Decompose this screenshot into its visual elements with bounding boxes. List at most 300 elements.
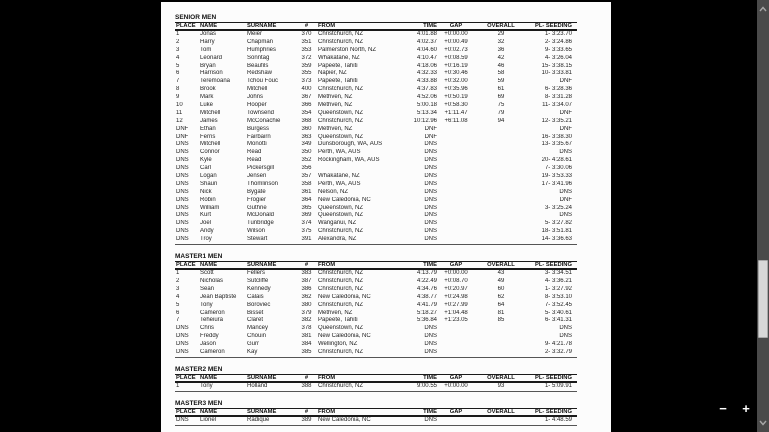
cell-number: 372 — [301, 54, 312, 61]
cell-number: 359 — [301, 62, 312, 69]
cell-overall: 42 — [497, 54, 505, 61]
cell-seeding: 4- 3:26.04 — [544, 54, 572, 61]
cell-overall: 75 — [497, 102, 505, 109]
column-header-place: PLACE — [176, 408, 196, 415]
cell-from: Methven, NZ — [318, 125, 353, 132]
cell-time: 5:36.84 — [416, 317, 437, 324]
column-header-from: FROM — [318, 23, 336, 29]
cell-time: DNS — [424, 149, 437, 156]
column-header-gap: GAP — [449, 408, 463, 415]
cell-surname: Claret — [247, 317, 264, 324]
cell-time: 4:18.06 — [416, 62, 437, 69]
table-row — [175, 31, 577, 39]
table-row — [175, 70, 577, 78]
table-row — [175, 197, 577, 205]
cell-time: DNS — [424, 212, 437, 219]
column-header-from: FROM — [318, 262, 336, 269]
cell-from: Christchurch, NZ — [318, 301, 364, 308]
cell-time: 4:38.77 — [416, 293, 437, 300]
cell-time: DNS — [424, 236, 437, 243]
cell-name: Jason — [200, 341, 217, 348]
column-header-time: TIME — [423, 374, 437, 381]
column-header-overall: OVERALL — [487, 262, 515, 269]
cell-number: 378 — [301, 325, 312, 332]
cell-surname: Johns — [247, 94, 264, 101]
table-row — [175, 286, 577, 294]
cell-place: 4 — [176, 54, 180, 61]
cell-name: Mark — [200, 94, 214, 101]
cell-surname: Read — [247, 149, 262, 156]
column-header-gap: GAP — [449, 374, 463, 381]
cell-from: Queenstown, NZ — [318, 212, 364, 219]
cell-time: 4:33.88 — [416, 78, 437, 85]
cell-name: Mitchell — [200, 141, 221, 148]
cell-surname: Frogier — [247, 196, 267, 203]
cell-from: Methven, NZ — [318, 309, 353, 316]
cell-gap: +0:00.49 — [444, 38, 468, 45]
cell-place: 5 — [176, 62, 180, 69]
cell-surname: Mitchell — [247, 86, 268, 93]
cell-place: DNS — [176, 180, 189, 187]
cell-time: 4:52.06 — [416, 94, 437, 101]
cell-number: 351 — [301, 38, 312, 45]
column-header-surname: SURNAME — [247, 374, 277, 381]
cell-surname: Pickersgill — [247, 165, 275, 172]
cell-overall: 62 — [497, 293, 505, 300]
cell-seeding: 12- 3:35.21 — [541, 117, 572, 124]
cell-number: 354 — [301, 109, 312, 116]
table-row — [175, 47, 577, 55]
table-row — [175, 102, 577, 110]
cell-seeding: DNF — [559, 125, 572, 132]
column-header-surname: SURNAME — [247, 262, 277, 269]
cell-gap: +0:27.99 — [444, 301, 468, 308]
table-row — [175, 39, 577, 47]
cell-from: Nelson, NZ — [318, 188, 349, 195]
cell-name: Sean — [200, 285, 215, 292]
cell-place: DNS — [176, 173, 189, 180]
cell-time: 4:13.79 — [416, 270, 437, 277]
cell-place: DNS — [176, 149, 189, 156]
cell-place: 1 — [176, 270, 180, 277]
cell-place: DNF — [176, 133, 189, 140]
cell-surname: Hooper — [247, 102, 267, 109]
section-title: MASTER2 MEN — [175, 365, 223, 373]
cell-overall: 32 — [497, 38, 505, 45]
zoom-controls — [716, 400, 753, 418]
cell-from: Dunsborough, WA, AUS — [318, 141, 383, 148]
cell-number: 374 — [301, 220, 312, 227]
cell-place: DNS — [176, 333, 189, 340]
cell-from: Christchurch, NZ — [318, 277, 364, 284]
cell-name: William — [200, 204, 220, 211]
cell-name: James — [200, 117, 218, 124]
chevron-up-icon — [759, 6, 767, 12]
results-table — [175, 408, 577, 426]
cell-gap: +0:08.59 — [444, 54, 468, 61]
column-header-overall: OVERALL — [487, 23, 515, 29]
table-row — [175, 333, 577, 341]
column-header-name: NAME — [200, 262, 218, 269]
column-header-place: PLACE — [176, 262, 196, 269]
cell-overall: 79 — [497, 109, 505, 116]
cell-place: DNS — [176, 325, 189, 332]
column-header-place: PLACE — [176, 374, 196, 381]
cell-name: Nicholas — [200, 277, 224, 284]
cell-name: Troy — [200, 236, 212, 243]
cell-place: DNS — [176, 228, 189, 235]
cell-seeding: 8- 3:31.28 — [544, 94, 572, 101]
cell-number: 363 — [301, 133, 312, 140]
table-header-row — [175, 375, 577, 383]
cell-place: 7 — [176, 317, 180, 324]
cell-overall: 61 — [497, 86, 505, 93]
cell-gap: +0:08.70 — [444, 277, 468, 284]
cell-number: 355 — [301, 70, 312, 77]
cell-from: Queenstown, NZ — [318, 325, 364, 332]
cell-time: 4:02.37 — [416, 38, 437, 45]
cell-name: Teremoana — [200, 78, 231, 85]
column-header-name: NAME — [200, 374, 218, 381]
cell-place: DNS — [176, 204, 189, 211]
cell-seeding: 11- 3:34.07 — [542, 102, 572, 109]
cell-gap: +0:02.73 — [444, 46, 468, 53]
cell-number: 357 — [301, 173, 312, 180]
cell-gap: +0:24.98 — [444, 293, 468, 300]
cell-seeding: DNF — [559, 196, 572, 203]
cell-overall: 49 — [497, 277, 505, 284]
cell-gap: +0:00.00 — [444, 382, 468, 389]
cell-name: Lionel — [200, 416, 217, 423]
column-header-number: # — [304, 262, 309, 269]
cell-from: Christchurch, NZ — [318, 86, 364, 93]
column-header-seeding: PL- SEEDING — [534, 374, 572, 381]
vertical-scrollbar[interactable] — [757, 0, 769, 432]
cell-from: New Caledonia, NC — [318, 196, 371, 203]
cell-place: 6 — [176, 309, 180, 316]
cell-gap: +0:32.00 — [444, 78, 468, 85]
results-section — [175, 253, 611, 358]
cell-from: New Caledonia, NC — [318, 416, 371, 423]
cell-name: Brook — [200, 86, 216, 93]
cell-seeding: 1- 3:23.70 — [544, 31, 572, 37]
cell-seeding: DNS — [559, 188, 572, 195]
cell-surname: Humphries — [247, 46, 277, 53]
cell-time: DNF — [424, 125, 437, 132]
column-header-number: # — [304, 23, 309, 29]
table-row — [175, 294, 577, 302]
cell-time: 9:00.55 — [416, 382, 437, 389]
cell-gap: +6:11.08 — [444, 117, 468, 124]
column-header-overall: OVERALL — [487, 408, 515, 415]
cell-seeding: 2- 3:32.79 — [544, 348, 572, 355]
cell-place: 2 — [176, 277, 180, 284]
cell-place: DNS — [176, 188, 189, 195]
cell-from: Wanganui, NZ — [318, 220, 357, 227]
table-row — [175, 325, 577, 333]
table-row — [175, 157, 577, 165]
cell-surname: McConachie — [247, 117, 281, 124]
cell-number: 356 — [301, 165, 312, 172]
cell-seeding: DNS — [559, 212, 572, 219]
column-header-name: NAME — [200, 23, 218, 29]
cell-seeding: 16- 3:38.30 — [541, 133, 572, 140]
cell-time: DNS — [424, 348, 437, 355]
table-row — [175, 165, 577, 173]
cell-seeding: 3- 3:34.51 — [544, 270, 572, 277]
cell-number: 367 — [301, 94, 312, 101]
cell-from: Queenstown, NZ — [318, 133, 364, 140]
cell-name: Kyle — [200, 157, 212, 164]
cell-time: 5:18.27 — [416, 309, 437, 316]
column-header-seeding: PL- SEEDING — [534, 23, 572, 29]
cell-surname: Sonntag — [247, 54, 270, 61]
column-header-name: NAME — [200, 408, 218, 415]
cell-seeding: 13- 3:35.67 — [541, 141, 572, 148]
cell-time: 4:34.76 — [416, 285, 437, 292]
table-row — [175, 417, 577, 425]
scroll-up-button[interactable] — [757, 2, 769, 16]
cell-place: DNS — [176, 165, 189, 172]
cell-number: 379 — [301, 309, 312, 316]
cell-name: Carl — [200, 165, 212, 172]
cell-from: Queenstown, NZ — [318, 109, 364, 116]
cell-gap: +0:30.46 — [444, 70, 468, 77]
cell-surname: Holland — [247, 382, 268, 389]
cell-name: Nick — [200, 188, 212, 195]
cell-time: DNS — [424, 196, 437, 203]
cell-place: 3 — [176, 46, 180, 53]
cell-number: 388 — [301, 382, 312, 389]
cell-from: Whakatane, NZ — [318, 173, 360, 180]
cell-number: 349 — [301, 141, 312, 148]
table-header-row — [175, 262, 577, 270]
cell-time: 4:04.60 — [416, 46, 437, 53]
cell-from: Wellington, NZ — [318, 341, 358, 348]
section-title: MASTER1 MEN — [175, 253, 223, 261]
cell-surname: Sutcliffe — [247, 277, 269, 284]
cell-number: 382 — [301, 317, 312, 324]
table-row — [175, 55, 577, 63]
cell-surname: Jensen — [247, 173, 267, 180]
cell-surname: Monotti — [247, 141, 267, 148]
cell-name: Luke — [200, 102, 214, 109]
cell-place: DNS — [176, 141, 189, 148]
cell-surname: Tunbridge — [247, 220, 274, 227]
column-header-time: TIME — [423, 23, 437, 29]
column-header-gap: GAP — [449, 23, 463, 29]
column-header-overall: OVERALL — [487, 374, 515, 381]
cell-time: DNS — [424, 188, 437, 195]
cell-time: DNS — [424, 228, 437, 235]
cell-number: 370 — [301, 31, 312, 37]
table-row — [175, 341, 577, 349]
cell-number: 391 — [301, 236, 312, 243]
cell-surname: Bisset — [247, 309, 264, 316]
cell-seeding: DNS — [559, 149, 572, 156]
cell-from: New Caledonia, NC — [318, 333, 371, 340]
cell-place: DNS — [176, 348, 189, 355]
cell-from: Queenstown, NZ — [318, 204, 364, 211]
cell-time: 4:22.49 — [416, 277, 437, 284]
cell-time: DNS — [424, 165, 437, 172]
cell-number: 375 — [301, 228, 312, 235]
cell-place: 7 — [176, 78, 180, 85]
cell-number: 400 — [301, 86, 312, 93]
cell-name: Kurt — [200, 212, 212, 219]
cell-name: Tony — [200, 301, 213, 308]
cell-from: Papeete, Tahiti — [318, 317, 358, 324]
column-header-time: TIME — [423, 262, 437, 269]
cell-time: 4:41.79 — [416, 301, 437, 308]
cell-seeding: DNS — [559, 333, 572, 340]
cell-from: Napier, NZ — [318, 70, 347, 77]
cell-seeding: 19- 3:53.33 — [541, 173, 572, 180]
cell-gap: +0:58.30 — [444, 102, 468, 109]
cell-from: New Caledonia, NC — [318, 293, 371, 300]
chevron-down-icon — [759, 420, 767, 426]
table-row — [175, 383, 577, 391]
cell-time: 4:32.33 — [416, 70, 437, 77]
cell-time: 4:01.88 — [416, 31, 437, 37]
cell-surname: Kennedy — [247, 285, 271, 292]
cell-place: 10 — [176, 102, 183, 109]
cell-seeding: 18- 3:51.81 — [541, 228, 572, 235]
cell-time: 10:12.96 — [413, 117, 437, 124]
table-row — [175, 149, 577, 157]
cell-overall: 64 — [497, 301, 505, 308]
column-header-time: TIME — [423, 408, 437, 415]
cell-seeding: 7- 3:52.45 — [544, 301, 572, 308]
cell-from: Christchurch, NZ — [318, 348, 364, 355]
cell-surname: Radique — [247, 416, 270, 423]
scroll-down-button[interactable] — [757, 416, 769, 430]
cell-number: 361 — [301, 188, 312, 195]
cell-surname: Chouin — [247, 333, 267, 340]
cell-name: Joel — [200, 220, 212, 227]
cell-number: 373 — [301, 78, 312, 85]
cell-surname: Calais — [247, 293, 264, 300]
table-row — [175, 78, 577, 86]
scrollbar-thumb[interactable] — [758, 260, 768, 338]
cell-overall: 43 — [497, 270, 505, 277]
cell-seeding: 5- 3:27.82 — [544, 220, 572, 227]
results-section — [175, 400, 611, 426]
cell-overall: 93 — [497, 382, 505, 389]
cell-seeding: 15- 3:38.15 — [541, 62, 572, 69]
cell-gap: +0:16.19 — [444, 62, 468, 69]
cell-surname: Guthrie — [247, 204, 267, 211]
cell-surname: Stewart — [247, 236, 268, 243]
cell-time: DNS — [424, 416, 437, 423]
cell-from: Christchurch, NZ — [318, 270, 364, 277]
cell-time: 4:10.47 — [416, 54, 437, 61]
cell-name: Leonard — [200, 54, 223, 61]
cell-place: 11 — [176, 109, 183, 116]
cell-surname: McDonald — [247, 212, 275, 219]
cell-surname: Bygate — [247, 188, 266, 195]
column-header-place: PLACE — [176, 23, 196, 29]
cell-from: Papeete, Tahiti — [318, 78, 358, 85]
cell-seeding: 20- 4:28.61 — [541, 157, 572, 164]
table-header-row — [175, 409, 577, 417]
cell-gap: +1:23.05 — [444, 317, 468, 324]
cell-seeding: 2- 3:24.86 — [544, 38, 572, 45]
cell-place: 9 — [176, 94, 180, 101]
cell-from: Methven, NZ — [318, 102, 353, 109]
cell-time: DNS — [424, 325, 437, 332]
cell-place: DNS — [176, 341, 189, 348]
cell-overall: 59 — [497, 78, 505, 85]
column-header-number: # — [304, 374, 309, 381]
cell-number: 383 — [301, 270, 312, 277]
cell-overall: 69 — [497, 94, 505, 101]
cell-seeding: 14- 3:36.63 — [541, 236, 572, 243]
cell-overall: 60 — [497, 285, 505, 292]
cell-from: Christchurch, NZ — [318, 382, 364, 389]
cell-place: 1 — [176, 31, 180, 37]
cell-surname: Gurr — [247, 341, 259, 348]
cell-place: DNS — [176, 220, 189, 227]
zoom-in-button[interactable]: + — [742, 401, 750, 416]
cell-name: Teheiura — [200, 317, 224, 324]
cell-number: 369 — [301, 212, 312, 219]
cell-from: Perth, WA, AUS — [318, 180, 361, 187]
results-section — [175, 14, 611, 245]
cell-from: Methven, NZ — [318, 94, 353, 101]
cell-seeding: DNS — [559, 325, 572, 332]
cell-seeding: 8- 3:53.10 — [544, 293, 572, 300]
cell-time: DNS — [424, 341, 437, 348]
table-row — [175, 110, 577, 118]
cell-name: Ferris — [200, 133, 216, 140]
cell-time: DNS — [424, 141, 437, 148]
cell-seeding: 1- 5:09.91 — [544, 382, 572, 389]
cell-number: 387 — [301, 277, 312, 284]
table-row — [175, 181, 577, 189]
cell-time: DNF — [424, 133, 437, 140]
cell-time: 4:37.83 — [416, 86, 437, 93]
cell-name: Cameron — [200, 309, 225, 316]
cell-number: 352 — [301, 157, 312, 164]
cell-from: Christchurch, NZ — [318, 38, 364, 45]
cell-time: DNS — [424, 333, 437, 340]
cell-name: Harrison — [200, 70, 223, 77]
cell-surname: Tchou Fouc — [247, 78, 279, 85]
cell-place: DNS — [176, 416, 189, 423]
cell-surname: Beaufils — [247, 62, 269, 69]
zoom-out-button[interactable]: − — [719, 401, 727, 416]
cell-gap: +0:20.97 — [444, 285, 468, 292]
cell-place: 8 — [176, 86, 180, 93]
cell-number: 380 — [301, 301, 312, 308]
table-row — [175, 173, 577, 181]
cell-number: 389 — [301, 416, 312, 423]
cell-place: 2 — [176, 38, 180, 45]
cell-name: Cameron — [200, 348, 225, 355]
cell-surname: Meier — [247, 31, 263, 37]
table-row — [175, 228, 577, 236]
cell-gap: +0:50.19 — [444, 94, 468, 101]
cell-overall: 46 — [497, 62, 505, 69]
cell-name: Andy — [200, 228, 214, 235]
cell-time: DNS — [424, 173, 437, 180]
cell-number: 358 — [301, 180, 312, 187]
cell-name: Shaun — [200, 180, 218, 187]
cell-place: DNS — [176, 236, 189, 243]
table-row — [175, 126, 577, 134]
cell-seeding: DNF — [559, 109, 572, 116]
